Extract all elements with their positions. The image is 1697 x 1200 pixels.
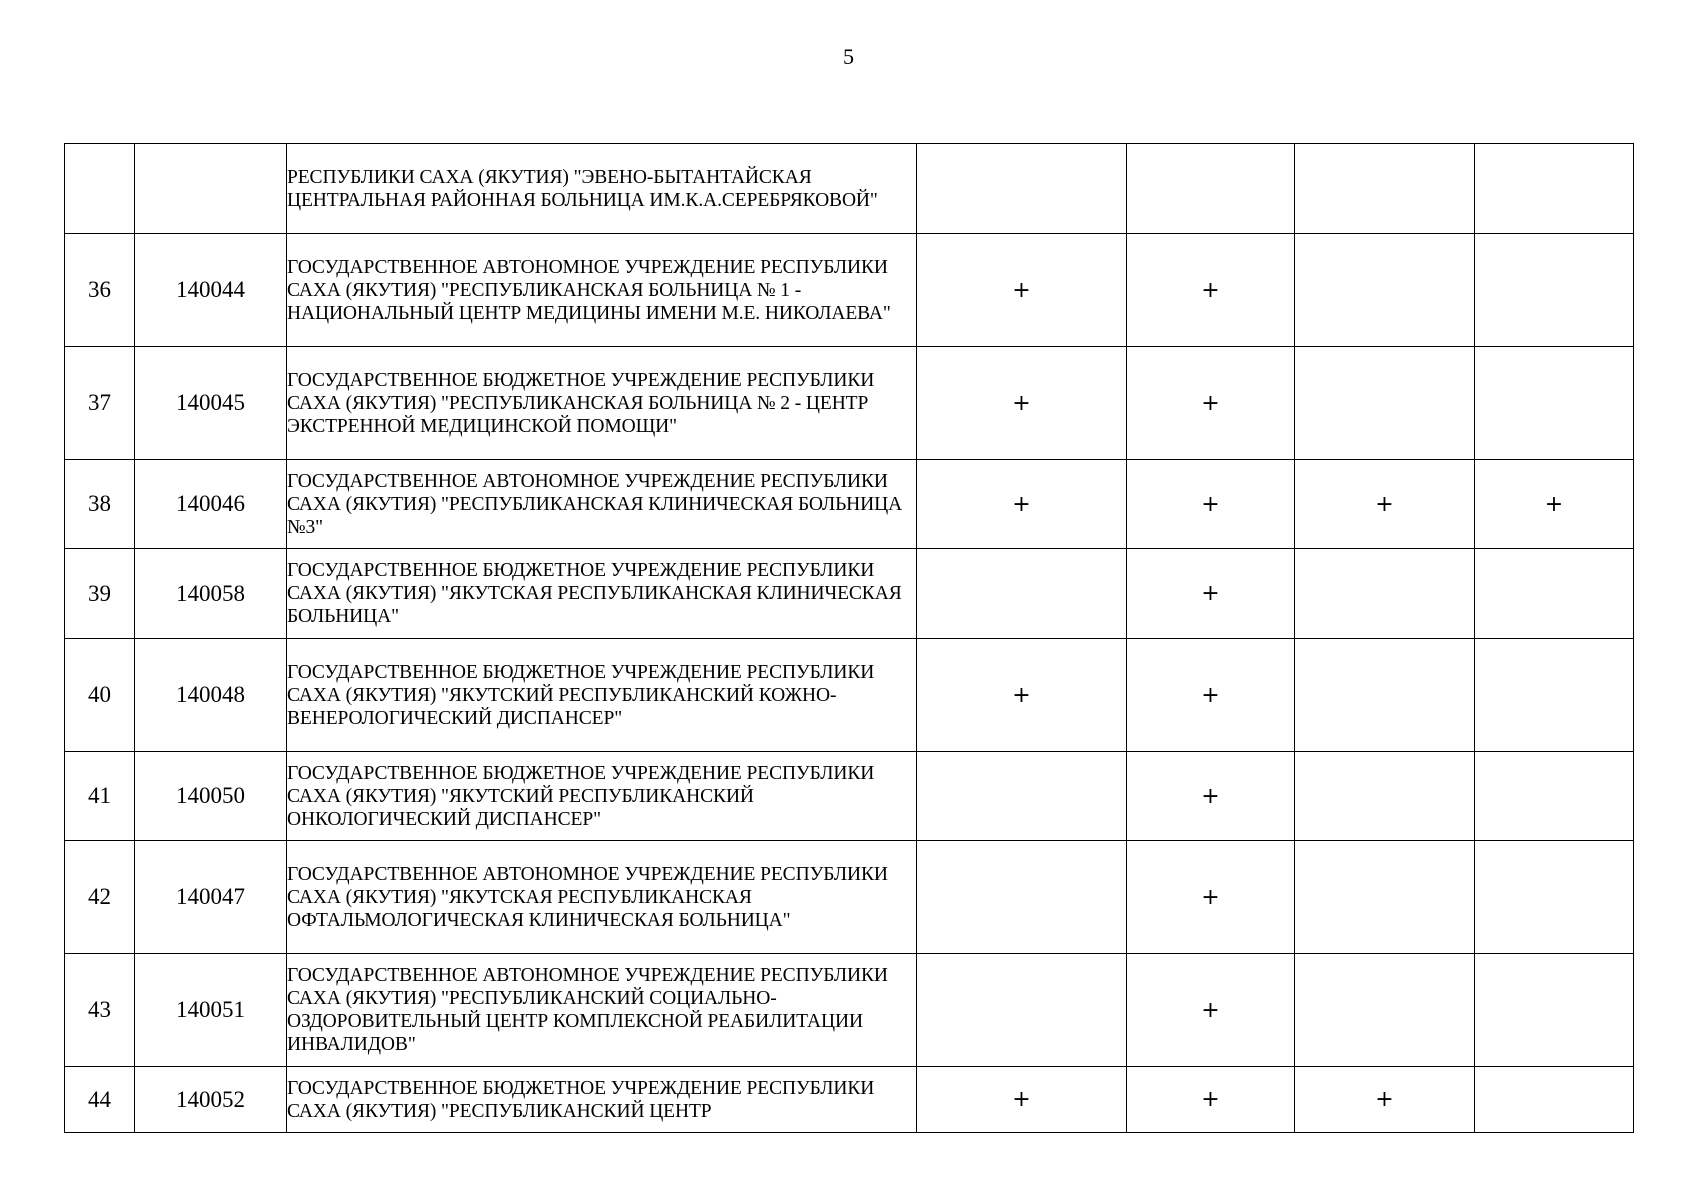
table-row — [65, 234, 1634, 347]
mark-col-4 — [1475, 347, 1634, 460]
mark-col-4 — [1475, 954, 1634, 1067]
mark-col-4 — [1475, 1067, 1634, 1133]
organizations-table — [64, 143, 1634, 1133]
mark-col-4 — [1475, 752, 1634, 841]
organization-name: ГОСУДАРСТВЕННОЕ АВТОНОМНОЕ УЧРЕЖДЕНИЕ РЕСПУБЛИКИ САХА (ЯКУТИЯ) "ЯКУТСКАЯ РЕСПУБЛИКАНСКАЯ ОФТАЛЬМОЛОГИЧЕСКАЯ КЛИНИЧЕСКАЯ БОЛЬНИЦА" — [287, 841, 917, 954]
page-number: 5 — [843, 44, 854, 69]
organization-name: РЕСПУБЛИКИ САХА (ЯКУТИЯ) "ЭВЕНО-БЫТАНТАЙСКАЯ ЦЕНТРАЛЬНАЯ РАЙОННАЯ БОЛЬНИЦА ИМ.К.А.СЕРЕБРЯКОВОЙ" — [287, 144, 917, 234]
mark-col-3 — [1295, 841, 1475, 954]
mark-col-1: + — [917, 460, 1127, 549]
registry-code: 140052 — [135, 1067, 287, 1133]
mark-col-2: + — [1127, 841, 1295, 954]
registry-code — [135, 144, 287, 234]
mark-col-2: + — [1127, 954, 1295, 1067]
registry-code: 140047 — [135, 841, 287, 954]
mark-col-2: + — [1127, 347, 1295, 460]
organization-name: ГОСУДАРСТВЕННОЕ БЮДЖЕТНОЕ УЧРЕЖДЕНИЕ РЕСПУБЛИКИ САХА (ЯКУТИЯ) "ЯКУТСКИЙ РЕСПУБЛИКАНСКИЙ ОНКОЛОГИЧЕСКИЙ ДИСПАНСЕР" — [287, 752, 917, 841]
mark-col-3 — [1295, 144, 1475, 234]
mark-col-1 — [917, 549, 1127, 639]
mark-col-1: + — [917, 234, 1127, 347]
registry-code: 140046 — [135, 460, 287, 549]
mark-col-4 — [1475, 144, 1634, 234]
registry-code: 140051 — [135, 954, 287, 1067]
organization-name: ГОСУДАРСТВЕННОЕ БЮДЖЕТНОЕ УЧРЕЖДЕНИЕ РЕСПУБЛИКИ САХА (ЯКУТИЯ) "ЯКУТСКАЯ РЕСПУБЛИКАНСКАЯ КЛИНИЧЕСКАЯ БОЛЬНИЦА" — [287, 549, 917, 639]
row-number: 38 — [65, 460, 135, 549]
mark-col-2: + — [1127, 1067, 1295, 1133]
mark-col-2 — [1127, 144, 1295, 234]
registry-code: 140050 — [135, 752, 287, 841]
registry-code: 140058 — [135, 549, 287, 639]
mark-col-3 — [1295, 234, 1475, 347]
table-row — [65, 144, 1634, 234]
organization-name: ГОСУДАРСТВЕННОЕ БЮДЖЕТНОЕ УЧРЕЖДЕНИЕ РЕСПУБЛИКИ САХА (ЯКУТИЯ) "ЯКУТСКИЙ РЕСПУБЛИКАНСКИЙ КОЖНО-ВЕНЕРОЛОГИЧЕСКИЙ ДИСПАНСЕР" — [287, 639, 917, 752]
organization-name: ГОСУДАРСТВЕННОЕ АВТОНОМНОЕ УЧРЕЖДЕНИЕ РЕСПУБЛИКИ САХА (ЯКУТИЯ) "РЕСПУБЛИКАНСКАЯ КЛИНИЧЕСКАЯ БОЛЬНИЦА №3" — [287, 460, 917, 549]
mark-col-2: + — [1127, 460, 1295, 549]
table-row — [65, 1067, 1634, 1133]
row-number: 41 — [65, 752, 135, 841]
mark-col-1: + — [917, 639, 1127, 752]
mark-col-3: + — [1295, 1067, 1475, 1133]
mark-col-1 — [917, 954, 1127, 1067]
table-row — [65, 841, 1634, 954]
mark-col-3 — [1295, 549, 1475, 639]
row-number — [65, 144, 135, 234]
registry-code: 140048 — [135, 639, 287, 752]
mark-col-1: + — [917, 347, 1127, 460]
organization-name: ГОСУДАРСТВЕННОЕ БЮДЖЕТНОЕ УЧРЕЖДЕНИЕ РЕСПУБЛИКИ САХА (ЯКУТИЯ) "РЕСПУБЛИКАНСКАЯ БОЛЬНИЦА № 2 - ЦЕНТР ЭКСТРЕННОЙ МЕДИЦИНСКОЙ ПОМОЩИ" — [287, 347, 917, 460]
mark-col-1 — [917, 752, 1127, 841]
table-row — [65, 954, 1634, 1067]
mark-col-1: + — [917, 1067, 1127, 1133]
row-number: 40 — [65, 639, 135, 752]
mark-col-3 — [1295, 347, 1475, 460]
row-number: 44 — [65, 1067, 135, 1133]
mark-col-2: + — [1127, 234, 1295, 347]
row-number: 43 — [65, 954, 135, 1067]
table-row — [65, 549, 1634, 639]
mark-col-1 — [917, 841, 1127, 954]
mark-col-3: + — [1295, 460, 1475, 549]
table-row — [65, 460, 1634, 549]
mark-col-4 — [1475, 549, 1634, 639]
mark-col-2: + — [1127, 549, 1295, 639]
mark-col-4 — [1475, 234, 1634, 347]
row-number: 42 — [65, 841, 135, 954]
mark-col-2: + — [1127, 752, 1295, 841]
mark-col-3 — [1295, 954, 1475, 1067]
organization-name: ГОСУДАРСТВЕННОЕ АВТОНОМНОЕ УЧРЕЖДЕНИЕ РЕСПУБЛИКИ САХА (ЯКУТИЯ) "РЕСПУБЛИКАНСКАЯ БОЛЬНИЦА № 1 - НАЦИОНАЛЬНЫЙ ЦЕНТР МЕДИЦИНЫ ИМЕНИ М.Е. НИКОЛАЕВА" — [287, 234, 917, 347]
organization-name: ГОСУДАРСТВЕННОЕ АВТОНОМНОЕ УЧРЕЖДЕНИЕ РЕСПУБЛИКИ САХА (ЯКУТИЯ) "РЕСПУБЛИКАНСКИЙ СОЦИАЛЬНО-ОЗДОРОВИТЕЛЬНЫЙ ЦЕНТР КОМПЛЕКСНОЙ РЕАБИЛИТАЦИИ ИНВАЛИДОВ" — [287, 954, 917, 1067]
mark-col-1 — [917, 144, 1127, 234]
row-number: 37 — [65, 347, 135, 460]
table-row — [65, 752, 1634, 841]
row-number: 39 — [65, 549, 135, 639]
registry-code: 140045 — [135, 347, 287, 460]
mark-col-4 — [1475, 639, 1634, 752]
mark-col-2: + — [1127, 639, 1295, 752]
mark-col-4: + — [1475, 460, 1634, 549]
mark-col-4 — [1475, 841, 1634, 954]
row-number: 36 — [65, 234, 135, 347]
table-row — [65, 639, 1634, 752]
table-row — [65, 347, 1634, 460]
mark-col-3 — [1295, 639, 1475, 752]
organization-name: ГОСУДАРСТВЕННОЕ БЮДЖЕТНОЕ УЧРЕЖДЕНИЕ РЕСПУБЛИКИ САХА (ЯКУТИЯ) "РЕСПУБЛИКАНСКИЙ ЦЕНТР — [287, 1067, 917, 1133]
mark-col-3 — [1295, 752, 1475, 841]
registry-code: 140044 — [135, 234, 287, 347]
